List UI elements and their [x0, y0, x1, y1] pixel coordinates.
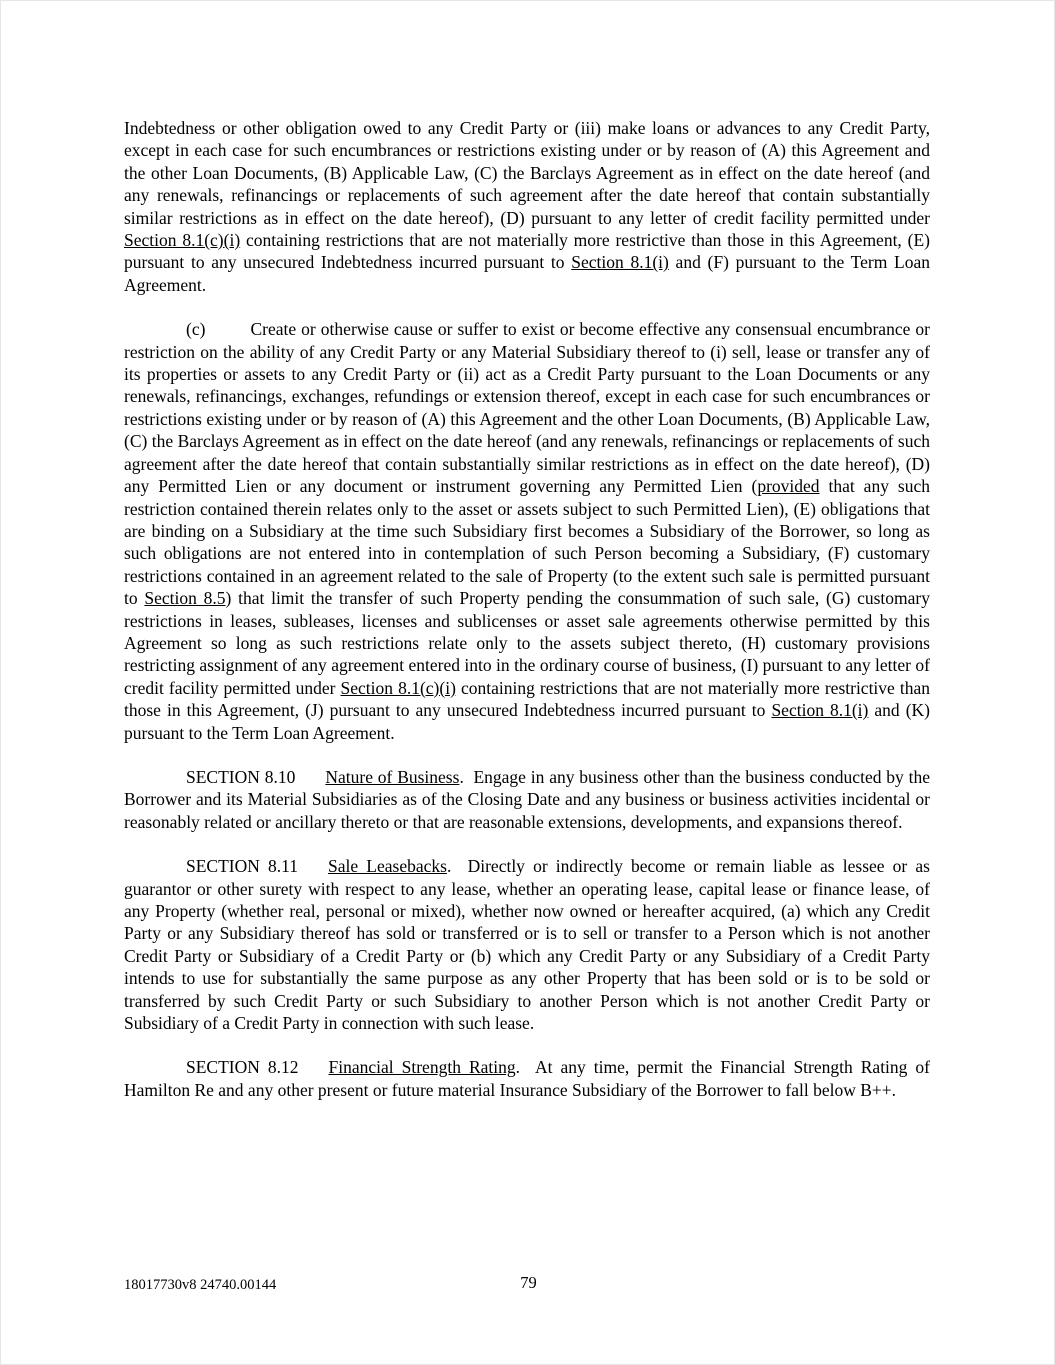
text-run: Create or otherwise cause or suffer to exist or become effective any consensual encumbrance or restriction on the ability of any Credit Party or any Material Subsidiary thereof to (i) sell, lease or transfer any of its properties or assets to any Credit Party or (ii) act as a Credit Party pursuant to the Loan Documents or any renewals, refinancings, exchanges, refundings or extension thereof, except in each case for such encumbrances or restrictions existing under or by reason of (A) this Agreement and the other Loan Documents, (B) Applicable Law, (C) the Barclays Agreement as in effect on the date hereof (and any renewals, refinancings or replacements of such agreement after the date hereof that contain substantially similar restrictions as in effect on the date hereof), (D) any Permitted Lien or any document or instrument governing any Permitted Lien (	[124, 319, 930, 497]
text-run: SECTION 8.10	[186, 766, 296, 787]
text-run: . At any time, permit the Financial Strength Rating of Hamilton Re and any other present or future material Insurance Subsidiary of the Borrower to fall below B++.	[124, 1057, 930, 1100]
text-run: SECTION 8.11	[186, 856, 299, 877]
section-8-11	[124, 855, 930, 1034]
text-run: Indebtedness or other obligation owed to any Credit Party or (iii) make loans or advances to any Credit Party, except in each case for such encumbrances or restrictions existing under or by reason of (A) this Agreement and the other Loan Documents, (B) Applicable Law, (C) the Barclays Agreement as in effect on the date hereof (and any renewals, refinancings or replacements of such agreement after the date hereof that contain substantially similar restrictions as in effect on the date hereof), (D) pursuant to any letter of credit facility permitted under	[124, 118, 930, 228]
underlined-reference: Sale Leasebacks	[328, 856, 447, 877]
underlined-reference: provided	[757, 476, 820, 497]
paragraph-c	[124, 318, 930, 744]
underlined-reference: Section 8.5	[144, 588, 226, 609]
underlined-reference: Nature of Business	[325, 766, 460, 787]
text-run: and (F) pursuant to the Term Loan Agreement.	[124, 252, 930, 295]
page-footer	[1, 1273, 1055, 1297]
underlined-reference: Section 8.1(c)(i)	[124, 230, 241, 251]
text-run: . Engage in any business other than the business conducted by the Borrower and its Material Subsidiaries as of the Closing Date and any business or business activities incidental or reasonably related or ancillary thereto or that are reasonable extensions, developments, and expansions thereof.	[124, 766, 930, 832]
underlined-reference: Section 8.1(i)	[771, 700, 869, 721]
text-run: (c)	[186, 319, 206, 340]
page-number: 79	[520, 1273, 537, 1292]
section-8-10	[124, 766, 930, 833]
document-control-number: 18017730v8 24740.00144	[124, 1277, 277, 1293]
text-run: and (K) pursuant to the Term Loan Agreement.	[124, 700, 930, 743]
underlined-reference: Section 8.1(i)	[571, 252, 669, 273]
underlined-reference: Section 8.1(c)(i)	[340, 677, 456, 698]
text-run: containing restrictions that are not materially more restrictive than those in this Agreement, (E) pursuant to any unsecured Indebtedness incurred pursuant to	[124, 230, 931, 273]
text-run: . Directly or indirectly become or remain liable as lessee or as guarantor or other surety with respect to any lease, whether an operating lease, capital lease or finance lease, of any Property (whether real, personal or mixed), whether now owned or hereafter acquired, (a) which any Credit Party or any Subsidiary thereof has sold or transferred or is to sell or transfer to a Person which is not another Credit Party or Subsidiary of a Credit Party or (b) which any Credit Party or any Subsidiary of a Credit Party intends to use for substantially the same purpose as any other Property that has been sold or is to be sold or transferred by such Credit Party or such Subsidiary to another Person which is not another Credit Party or Subsidiary of a Credit Party in connection with such lease.	[124, 856, 930, 1034]
text-run: containing restrictions that are not materially more restrictive than those in this Agreement, (J) pursuant to any unsecured Indebtedness incurred pursuant to	[124, 677, 930, 721]
underlined-reference: Financial Strength Rating	[328, 1057, 516, 1078]
text-run: that any such restriction contained therein relates only to the asset or assets subject to such Permitted Lien), (E) obligations that are binding on a Subsidiary at the time such Subsidiary first becomes a Subsidiary of the Borrower, so long as such obligations are not entered into in contemplation of such Person becoming a Subsidiary, (F) customary restrictions contained in an agreement related to the sale of Property (to the extent such sale is permitted pursuant to	[124, 476, 930, 609]
section-8-12	[124, 1056, 930, 1101]
continuation-paragraph	[124, 117, 930, 296]
text-run: SECTION 8.12	[186, 1057, 299, 1078]
document-body	[124, 117, 930, 1101]
text-run: ) that limit the transfer of such Property pending the consummation of such sale, (G) customary restrictions in leases, subleases, licenses and sublicenses or asset sale agreements otherwise permitted by this Agreement so long as such restrictions relate only to the assets subject thereto, (H) customary provisions restricting assignment of any agreement entered into in the ordinary course of business, (I) pursuant to any letter of credit facility permitted under	[124, 588, 930, 698]
